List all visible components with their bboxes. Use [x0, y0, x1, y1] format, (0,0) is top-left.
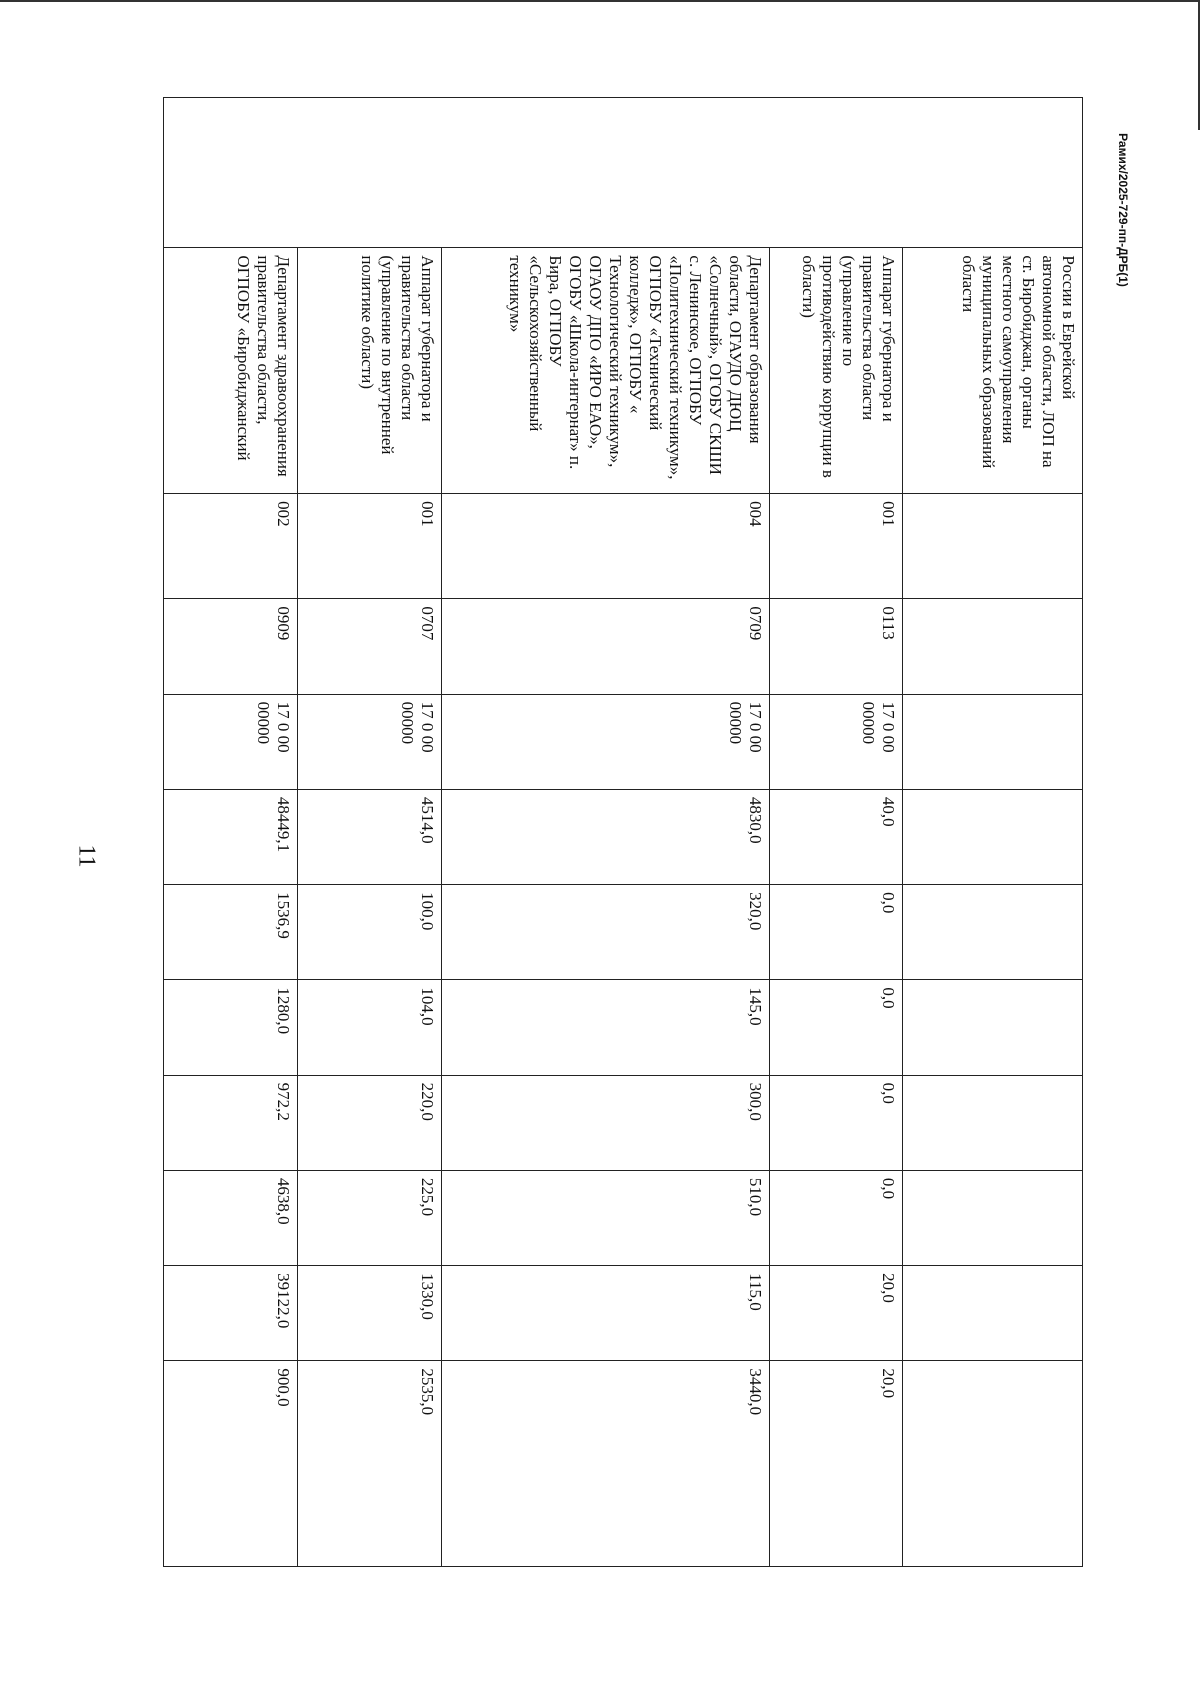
value-4-cell: 300,0 — [441, 1075, 769, 1170]
value-2-cell: 100,0 — [298, 885, 442, 980]
value-4-cell — [902, 1075, 1082, 1170]
value-1-cell: 40,0 — [769, 789, 902, 884]
grbs-code-cell: 001 — [769, 494, 902, 599]
section-code-cell — [902, 599, 1082, 694]
grbs-code-cell: 001 — [298, 494, 442, 599]
value-3-cell: 0,0 — [769, 980, 902, 1075]
value-7-cell — [902, 1361, 1082, 1567]
target-article-cell: 17 0 00 00000 — [441, 694, 769, 789]
target-article-cell: 17 0 00 00000 — [164, 694, 298, 789]
value-6-cell — [902, 1266, 1082, 1361]
value-4-cell: 220,0 — [298, 1075, 442, 1170]
organization-cell: Департамент образования области, ОГАУДО ДЮЦ «Солнечный», ОГОБУ СКШИ с. Ленинское, ОГПОБУ «Политехнический техникум», ОГПОБУ «Технический колледж», ОГПОБУ « Технологический техникум», ОГАОУ ДПО «ИРО ЕАО», ОГОБУ «Школа-интернат» п. Бира, ОГПОБУ «Сельскохозяйственный техникум» — [441, 248, 769, 494]
value-1-cell: 4830,0 — [441, 789, 769, 884]
value-3-cell: 104,0 — [298, 980, 442, 1075]
value-5-cell — [902, 1170, 1082, 1265]
grbs-code-cell — [902, 494, 1082, 599]
organization-cell: России в Еврейской автономной области, ЛОП на ст. Биробиджан, органы местного самоуправления муниципальных образований области — [902, 248, 1082, 494]
document-code: Рамих/2025-729-пп-ДРБ(1) — [1116, 133, 1130, 287]
section-code-cell: 0709 — [441, 599, 769, 694]
value-2-cell: 0,0 — [769, 885, 902, 980]
value-1-cell: 4514,0 — [298, 789, 442, 884]
value-3-cell — [902, 980, 1082, 1075]
target-article-cell — [902, 694, 1082, 789]
table-row — [769, 98, 902, 1567]
table-row — [164, 98, 298, 1567]
left-empty-cell — [164, 98, 1083, 248]
value-1-cell: 48449,1 — [164, 789, 298, 884]
table-row — [441, 98, 769, 1567]
organization-cell: Департамент здравоохранения правительства области, ОГПОБУ «Биробиджанский — [164, 248, 298, 494]
value-6-cell: 39122,0 — [164, 1266, 298, 1361]
page-top-border — [0, 0, 1200, 2]
section-code-cell: 0909 — [164, 599, 298, 694]
value-5-cell: 510,0 — [441, 1170, 769, 1265]
value-2-cell: 320,0 — [441, 885, 769, 980]
page-number: 11 — [73, 844, 100, 868]
budget-table — [163, 97, 1083, 1567]
value-6-cell: 20,0 — [769, 1266, 902, 1361]
table-row — [902, 98, 1082, 1567]
section-code-cell: 0113 — [769, 599, 902, 694]
value-5-cell: 0,0 — [769, 1170, 902, 1265]
value-7-cell: 900,0 — [164, 1361, 298, 1567]
grbs-code-cell: 004 — [441, 494, 769, 599]
value-5-cell: 225,0 — [298, 1170, 442, 1265]
organization-cell: Аппарат губернатора и правительства области (управление по противодействию коррупции в области) — [769, 248, 902, 494]
value-2-cell — [902, 885, 1082, 980]
value-3-cell: 145,0 — [441, 980, 769, 1075]
section-code-cell: 0707 — [298, 599, 442, 694]
table-row — [298, 98, 442, 1567]
value-5-cell: 4638,0 — [164, 1170, 298, 1265]
value-6-cell: 1330,0 — [298, 1266, 442, 1361]
value-4-cell: 972,2 — [164, 1075, 298, 1170]
value-6-cell: 115,0 — [441, 1266, 769, 1361]
rotated-table-container — [163, 97, 1083, 1567]
value-3-cell: 1280,0 — [164, 980, 298, 1075]
table-wrapper — [163, 97, 1083, 1567]
value-7-cell: 2535,0 — [298, 1361, 442, 1567]
value-7-cell: 20,0 — [769, 1361, 902, 1567]
value-1-cell — [902, 789, 1082, 884]
organization-cell: Аппарат губернатора и правительства области (управление по внутренней политике области) — [298, 248, 442, 494]
grbs-code-cell: 002 — [164, 494, 298, 599]
value-2-cell: 1536,9 — [164, 885, 298, 980]
value-4-cell: 0,0 — [769, 1075, 902, 1170]
target-article-cell: 17 0 00 00000 — [769, 694, 902, 789]
value-7-cell: 3440,0 — [441, 1361, 769, 1567]
target-article-cell: 17 0 00 00000 — [298, 694, 442, 789]
